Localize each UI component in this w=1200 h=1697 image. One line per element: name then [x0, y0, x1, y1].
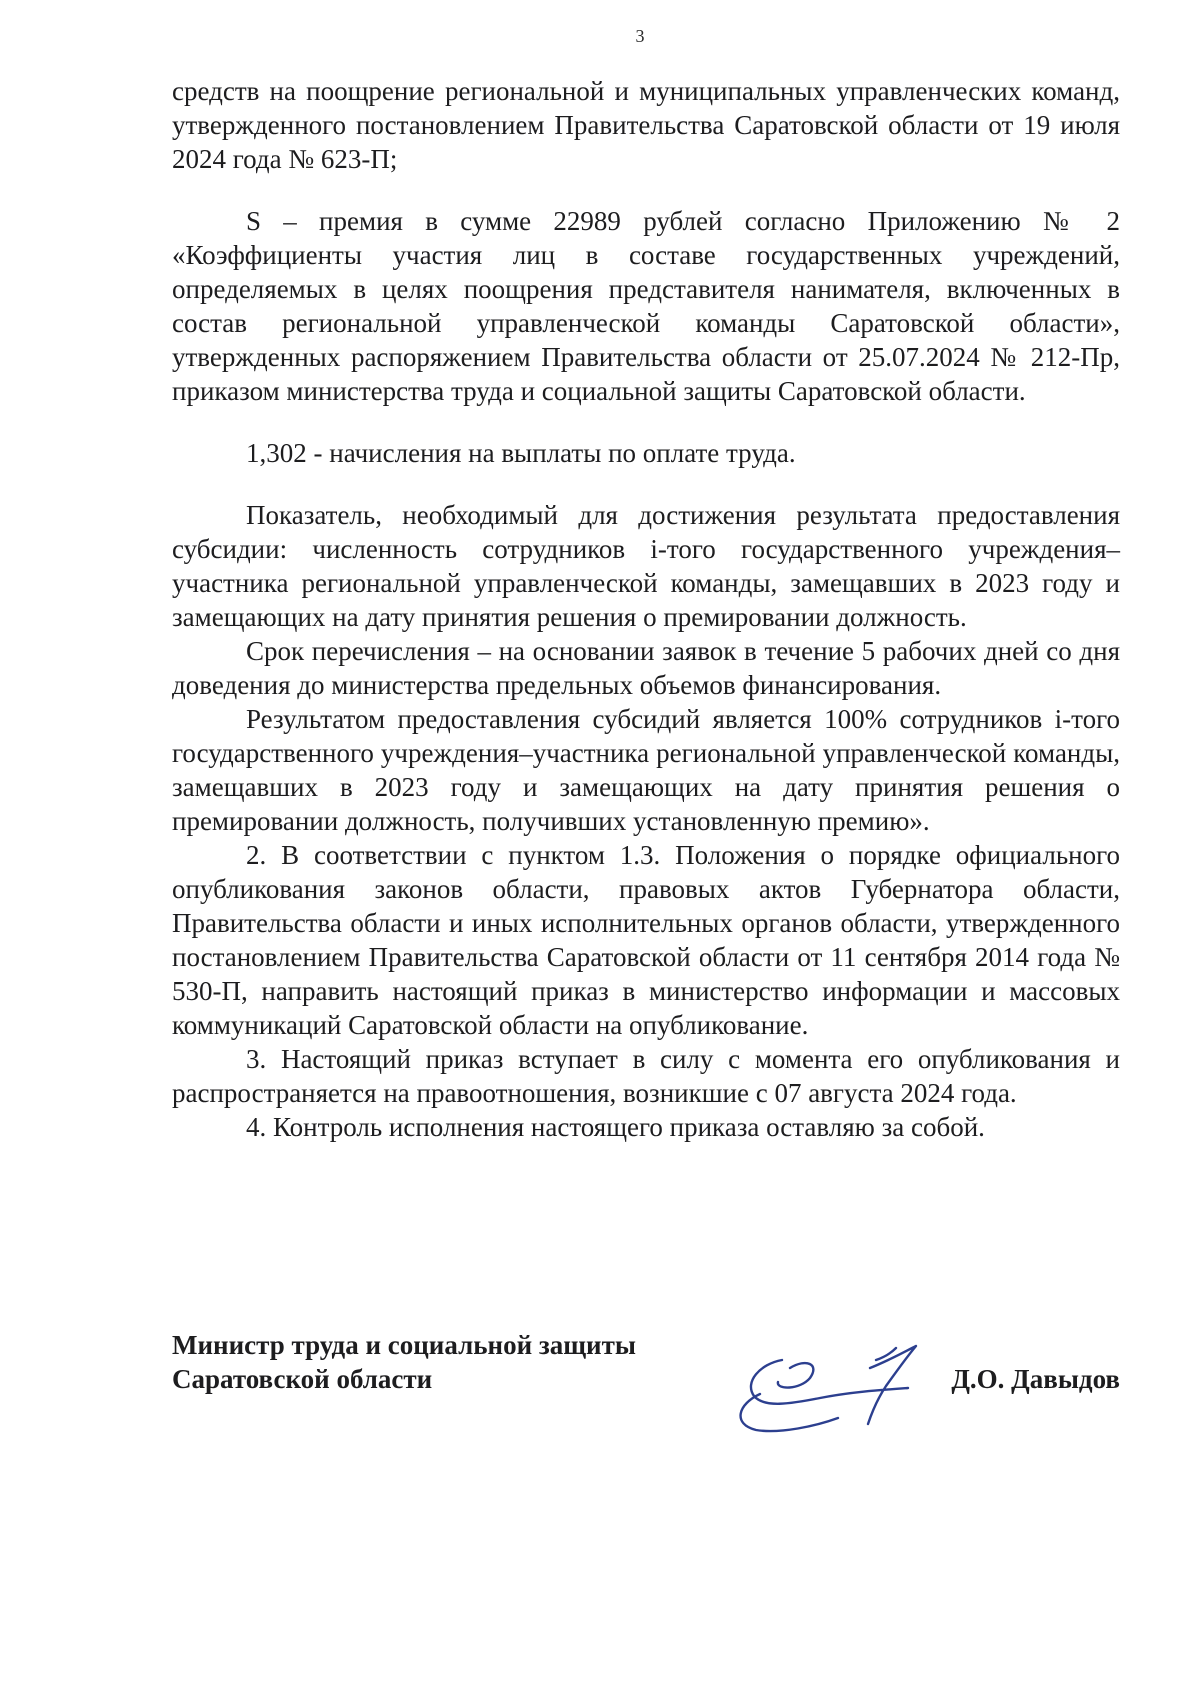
paragraph-continuation: средств на поощрение региональной и муниципальных управленческих команд, утвержденного постановлением Правительства Саратовской области от 19 июля 2024 года № 623-П;: [172, 76, 1120, 174]
document-body: [172, 74, 1120, 1144]
paragraph-result: Результатом предоставления субсидий является 100% сотрудников i-того государственного учреждения–участника региональной управленческой команды, замещавших в 2023 году и замещающих на дату принятия решения о премировании должность, получивших установленную премию».: [172, 704, 1120, 836]
paragraph-item-4: 4. Контроль исполнения настоящего приказа оставляю за собой.: [246, 1112, 985, 1142]
paragraph-item-3: 3. Настоящий приказ вступает в силу с момента его опубликования и распространяется на правоотношения, возникшие с 07 августа 2024 года.: [172, 1044, 1120, 1108]
paragraph-coefficient: 1,302 - начисления на выплаты по оплате труда.: [246, 438, 796, 468]
signatory-title-line-1: Министр труда и социальной защиты: [172, 1330, 636, 1360]
paragraph-transfer-term: Срок перечисления – на основании заявок в течение 5 рабочих дней со дня доведения до министерства предельных объемов финансирования.: [172, 636, 1120, 700]
handwritten-signature: [720, 1338, 930, 1438]
signatory-name: Д.О. Давыдов: [951, 1364, 1120, 1394]
paragraph-gap: [172, 408, 1120, 436]
signatory-title-line-2: Саратовской области: [172, 1364, 433, 1394]
signatory-title: [172, 1328, 636, 1396]
signature-block: [172, 1328, 1120, 1448]
paragraph-premium-s: S – премия в сумме 22989 рублей согласно Приложению № 2 «Коэффициенты участия лиц в составе государственных учреждений, определяемых в целях поощрения представителя нанимателя, включенных в состав региональной управленческой команды Саратовской области», утвержденных распоряжением Правительства области от 25.07.2024 № 212-Пр, приказом министерства труда и социальной защиты Саратовской области.: [172, 206, 1120, 406]
page-number: 3: [635, 26, 645, 46]
paragraph-gap: [172, 176, 1120, 204]
paragraph-item-2: 2. В соответствии с пунктом 1.3. Положения о порядке официального опубликования законов области, правовых актов Губернатора области, Правительства области и иных исполнительных органов области, утвержденного постановлением Правительства Саратовской области от 11 сентября 2014 года № 530-П, направить настоящий приказ в министерство информации и массовых коммуникаций Саратовской области на опубликование.: [172, 840, 1120, 1040]
paragraph-gap: [172, 470, 1120, 498]
paragraph-indicator: Показатель, необходимый для достижения результата предоставления субсидии: численность сотрудников i-того государственного учреждения–участника региональной управленческой команды, замещавших в 2023 году и замещающих на дату принятия решения о премировании должность.: [172, 500, 1120, 632]
